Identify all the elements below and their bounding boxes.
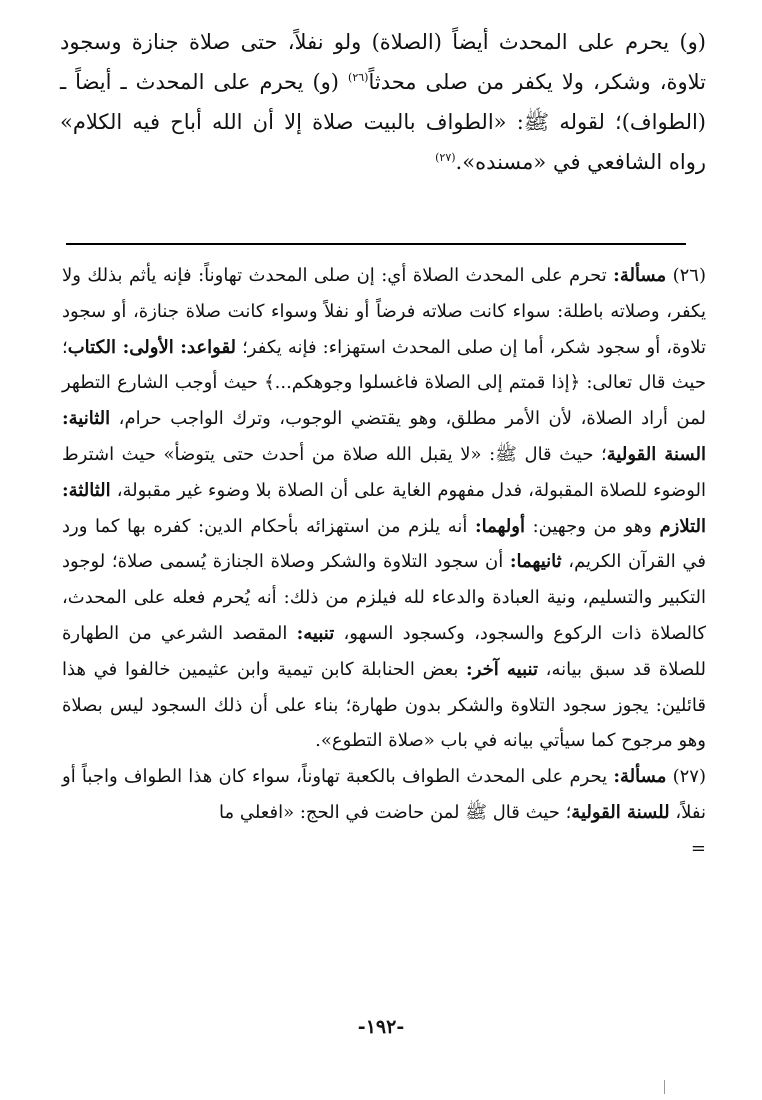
footnote-number: (٢٦): [672, 265, 706, 286]
footnote-text: وهو من وجهين:: [524, 515, 660, 537]
bold-term: تنبيه آخر:: [466, 658, 538, 680]
footnote-text: يحرم على المحدث الطواف بالكعبة تهاوناً، سواء كان هذا الطواف واجباً أو نفلاً،: [62, 766, 706, 823]
bold-term: الثالثة: التلازم: [62, 479, 706, 537]
footnote-number: (٢٧): [672, 766, 706, 788]
footnote-27: [62, 759, 706, 831]
bold-term: أولهما:: [474, 515, 525, 537]
footnote-ref-27: (٢٧): [435, 151, 456, 164]
scan-speck: [664, 1080, 665, 1094]
page-number: -١٩٢-: [357, 1016, 405, 1038]
footnotes: [62, 258, 706, 867]
main-text-part-2: (و) يحرم على المحدث ـ أيضاً ـ (الطواف)؛ لقوله ﷺ: «الطواف بالبيت صلاة إلا أن الله أباح فيه الكلام» رواه الشافعي في «مسنده».: [60, 70, 706, 174]
main-text-part-1: (و) يحرم على المحدث أيضاً (الصلاة) ولو نفلاً، حتى صلاة جنازة وسجود تلاوة، وشكر، ولا يكفر من صلى محدثاً: [60, 30, 706, 94]
bold-term: للسنة القولية: [571, 801, 670, 823]
footnote-ref-26: (٢٦): [348, 71, 369, 84]
issue-heading: مسألة:: [613, 766, 667, 788]
continuation-mark: =: [690, 837, 706, 859]
footnote-26: [62, 258, 706, 759]
footnote-text: ؛ حيث قال ﷺ: «لا يقبل الله صلاة من أحدث حتى يتوضأ» حيث اشترط الوضوء للصلاة المقبولة، فدل مفهوم الغاية على أن الصلاة بلا وضوء غير مقبولة،: [62, 443, 706, 501]
bold-term: لقواعد: الأولى: الكتاب: [67, 336, 237, 358]
footnote-text: المقصد الشرعي من الطهارة للصلاة قد سبق بيانه،: [62, 622, 706, 680]
main-text: [60, 22, 706, 182]
footnote-text: ؛ حيث قال ﷺ لمن حاضت في الحج: «افعلي ما: [218, 801, 572, 823]
footnote-text: أنه يلزم من استهزائه بأحكام الدين: كفره بها كما ورد في القرآن الكريم،: [62, 515, 706, 573]
footnote-text: تحرم على المحدث الصلاة أي: إن صلى المحدث تهاوناً: فإنه يأثم بذلك ولا يكفر، وصلاته باطلة: سواء كانت صلاته فرضاً أو نفلاً وسواء كانت صلاة جنازة، أو سجود تلاوة، أو سجود شكر، أما إن صلى المحدث استهزاء: فإنه يكفر؛: [62, 265, 706, 358]
bold-term: تنبيه:: [296, 622, 335, 644]
footnote-text: ؛ حيث قال تعالى: ﴿إذا قمتم إلى الصلاة فاغسلوا وجوهكم...﴾ حيث أوجب الشارع التطهر لمن أراد الصلاة، لأن الأمر مطلق، وهو يقتضي الوجوب، وترك الواجب حرام،: [62, 336, 706, 430]
footnote-separator: [66, 243, 686, 245]
footnote-text: أن سجود التلاوة والشكر وصلاة الجنازة يُسمى صلاة؛ لوجود التكبير والتسليم، ونية العبادة والدعاء لله فيلزم من ذلك: أنه يُحرم فعله على المحدث، كالصلاة ذات الركوع والسجود، وكسجود السهو،: [62, 551, 706, 644]
main-paragraph: [60, 22, 706, 182]
footnote-text: بعض الحنابلة كابن تيمية وابن عثيمين خالفوا في هذا قائلين: يجوز سجود التلاوة والشكر بدون طهارة؛ بناء على أن ذلك السجود ليس بصلاة وهو مرجوح كما سيأتي بيانه في باب «صلاة التطوع».: [62, 658, 706, 752]
bold-term: ثانيهما:: [509, 551, 562, 573]
issue-heading: مسألة:: [613, 265, 667, 286]
bold-term: الثانية: السنة القولية: [62, 408, 706, 465]
